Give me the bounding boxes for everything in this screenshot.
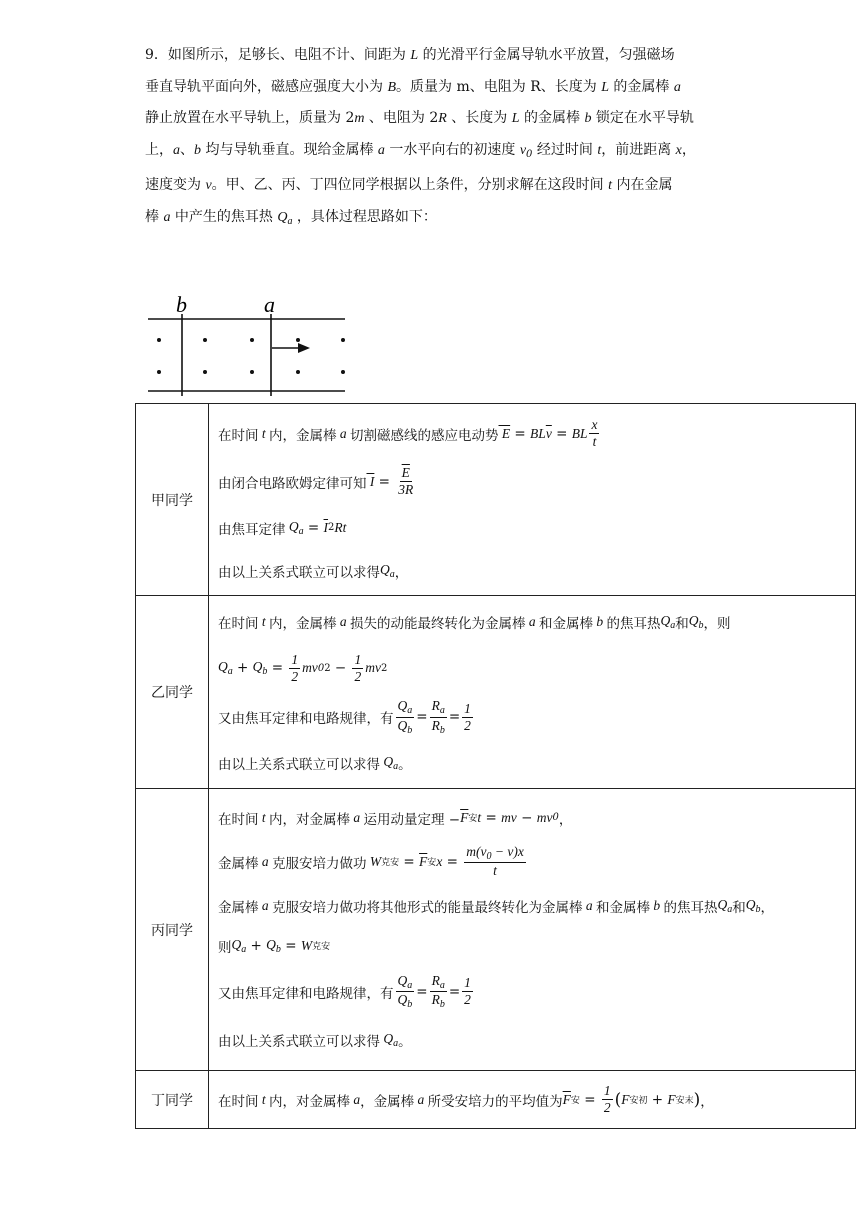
- velocity-arrowhead: [298, 343, 310, 353]
- problem-line-2: 垂直导轨平面向外，磁感应强度大小为 B。质量为 m、电阻为 R、长度为 L 的金属棒 a: [145, 78, 681, 95]
- problem-line-3: 静止放置在水平导轨上，质量为 2m 、电阻为 2R 、长度为 L 的金属棒 b 锁定在水平导轨: [145, 110, 694, 127]
- solution-body: [209, 789, 856, 1071]
- rail-diagram: [148, 292, 353, 398]
- step: 由以上关系式联立可以求得 $Q_a$ ，: [218, 561, 409, 581]
- step: 在时间 t 内，对金属棒 a ，金属棒 a 所受安培力的平均值为 $\overline{F}$ 安 = $\frac{1}{2}$ ( F 安初 + F 安末 ) ，: [218, 1083, 714, 1115]
- step: 由以上关系式联立可以求得 $Q_a$ 。: [218, 1030, 412, 1050]
- step: 在时间 t 内，金属棒 a 切割磁感线的感应电动势 E = BL $\overline{v}$ = BL $\frac{x}{t}$: [218, 417, 598, 449]
- problem-line-4: 上，a、b 均与导轨垂直。现给金属棒 a 一水平向右的初速度 $v_0$ 经过时间 t，前进距离 x，: [145, 141, 696, 160]
- student-name: 丙同学: [136, 789, 209, 1071]
- student-name: 丁同学: [136, 1071, 209, 1129]
- solution-body: [209, 404, 856, 596]
- solution-body: [209, 596, 856, 789]
- student-name: 乙同学: [136, 596, 209, 789]
- step: 在时间 t 内，金属棒 a 损失的动能最终转化为金属棒 a 和金属棒 b 的焦耳热 $Q_a$ 和 $Q_b$ ，则: [218, 613, 731, 632]
- solution-row-bing: [136, 789, 856, 1071]
- step: 则 $Q_a$ + $Q_b$ = W 克安: [218, 936, 331, 956]
- solutions-table: [135, 403, 856, 1129]
- label-b: b: [176, 292, 187, 317]
- step: 又由焦耳定律和电路规律，有 $\frac{Q_a}{Q_b}$ = $\frac{R_a}{R_b}$ = $\frac{1}{2}$: [218, 972, 471, 1010]
- step: 由焦耳定律 $Q_a$ = $\overline{I}$ 2 Rt: [218, 518, 347, 538]
- problem-statement: [145, 40, 735, 238]
- step: 由以上关系式联立可以求得 $Q_a$ 。: [218, 754, 412, 773]
- label-a: a: [264, 292, 275, 317]
- step: 由闭合电路欧姆定律可知 I = $\frac{\overline{E}}{3R}$: [218, 465, 414, 497]
- solution-row-jia: [136, 404, 856, 596]
- step: 在时间 t 内，对金属棒 a 运用动量定理 − $\overline{F}$ 安 t = mv − mv 0 ，: [218, 809, 573, 828]
- step: 金属棒 a 克服安培力做功 W 克安 = $\overline{F}$ 安 x = $\frac{m(v_0 - v)x}{t}$: [218, 843, 524, 879]
- solution-row-yi: [136, 596, 856, 789]
- step: 金属棒 a 克服安培力做功将其他形式的能量最终转化为金属棒 a 和金属棒 b 的焦耳热 $Q_a$ 和 $Q_b$ ，: [218, 896, 774, 916]
- solution-body: [209, 1071, 856, 1129]
- step: $Q_a$ + $Q_b$ = $\frac{1}{2}$ mv 0 2 − $\frac{1}{2}$ mv 2: [218, 651, 388, 684]
- problem-line-6: 棒 a 中产生的焦耳热 $Q_a$ ，具体过程思路如下：: [145, 208, 437, 227]
- problem-line-1: 9．如图所示，足够长、电阻不计、间距为 L 的光滑平行金属导轨水平放置，匀强磁场: [145, 47, 675, 63]
- step: 又由焦耳定律和电路规律，有 $\frac{Q_a}{Q_b}$ = $\frac{R_a}{R_b}$ = $\frac{1}{2}$: [218, 698, 471, 736]
- magnetic-field-dots: [157, 338, 345, 374]
- problem-line-5: 速度变为 v。甲、乙、丙、丁四位同学根据以上条件，分别求解在这段时间 t 内在金属: [145, 177, 673, 194]
- solution-row-ding: [136, 1071, 856, 1129]
- student-name: 甲同学: [136, 404, 209, 596]
